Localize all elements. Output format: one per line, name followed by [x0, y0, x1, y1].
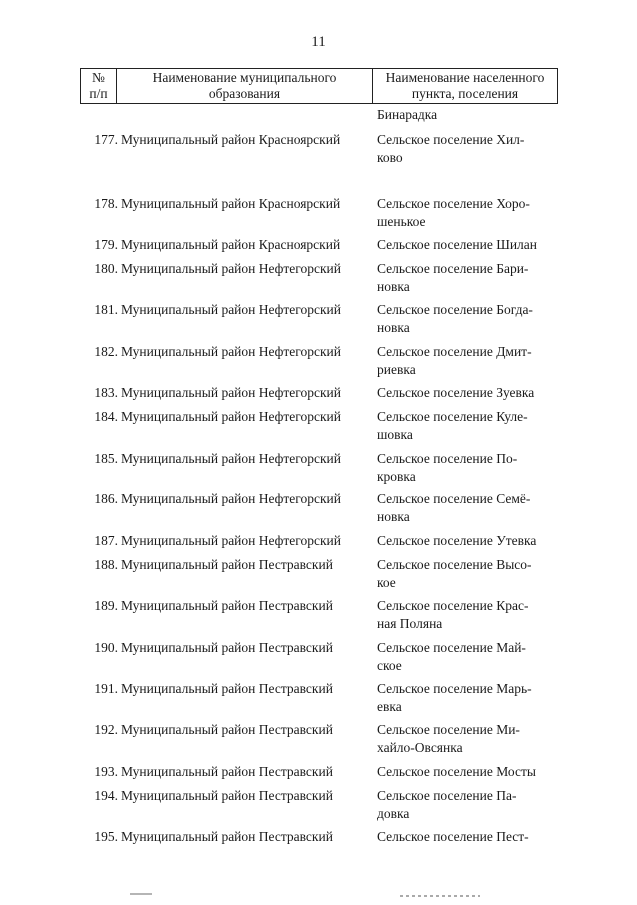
row-number: 188.: [94, 557, 118, 572]
settlement-line: ная Поляна: [377, 616, 443, 631]
header-number: [81, 69, 117, 103]
settlement-name: [377, 343, 557, 379]
row-number: 177.: [94, 132, 118, 147]
settlement-name: [377, 490, 557, 526]
settlement-name: [377, 680, 557, 716]
municipality-name: Муниципальный район Нефтегорский: [121, 409, 342, 424]
municipality-name: Муниципальный район Красноярский: [121, 132, 341, 147]
municipality-name: Муниципальный район Нефтегорский: [121, 302, 342, 317]
municipality-name: Муниципальный район Пестравский: [121, 722, 333, 737]
row-number: 180.: [94, 261, 118, 276]
continuation-text: Бинарадка: [377, 107, 438, 122]
row-number: 178.: [94, 196, 118, 211]
settlement-line: Сельское поселение Богда-: [377, 302, 533, 317]
municipality-name: Муниципальный район Красноярский: [121, 196, 341, 211]
settlement-line: евка: [377, 699, 402, 714]
settlement-name: [377, 597, 557, 633]
row-number: 186.: [94, 491, 118, 506]
settlement-name: [377, 787, 557, 823]
municipality-name: Муниципальный район Нефтегорский: [121, 533, 342, 548]
header-municipality: [117, 69, 373, 103]
settlement-line: Сельское поселение Хил-: [377, 132, 525, 147]
municipality-name: Муниципальный район Красноярский: [121, 237, 341, 252]
settlement-line: шовка: [377, 427, 413, 442]
settlement-line: Сельское поселение Шилан: [377, 237, 538, 252]
row-number: 193.: [94, 764, 118, 779]
settlement-line: новка: [377, 509, 410, 524]
row-number: 184.: [94, 409, 118, 424]
settlement-line: Сельское поселение Май-: [377, 640, 526, 655]
settlement-line: Сельское поселение Хоро-: [377, 196, 530, 211]
page-number: 11: [311, 34, 326, 50]
settlement-line: кровка: [377, 469, 416, 484]
municipality-name: Муниципальный район Пестравский: [121, 598, 333, 613]
header-settlement-line-2: пункта, поселения: [411, 86, 519, 101]
header-number-line-2: п/п: [89, 86, 108, 101]
municipality-name: Муниципальный район Пестравский: [121, 557, 333, 572]
scan-marks: [120, 893, 520, 899]
municipality-name: Муниципальный район Пестравский: [121, 764, 333, 779]
settlement-line: Сельское поселение Высо-: [377, 557, 532, 572]
municipality-name: Муниципальный район Нефтегорский: [121, 385, 342, 400]
municipality-name: Муниципальный район Пестравский: [121, 829, 333, 844]
row-number: 187.: [94, 533, 118, 548]
settlement-line: хайло-Овсянка: [377, 740, 463, 755]
settlement-name: [377, 131, 557, 167]
settlement-line: новка: [377, 320, 410, 335]
row-number: 191.: [94, 681, 118, 696]
municipality-name: Муниципальный район Нефтегорский: [121, 344, 342, 359]
municipality-name: Муниципальный район Нефтегорский: [121, 261, 342, 276]
scan-mark: [400, 895, 480, 897]
settlement-line: Сельское поселение Ми-: [377, 722, 520, 737]
settlement-name: [377, 556, 557, 592]
row-number: 194.: [94, 788, 118, 803]
row-number: 185.: [94, 451, 118, 466]
settlement-line: шенькое: [377, 214, 426, 229]
table-header: [80, 68, 558, 104]
settlement-line: риевка: [377, 362, 416, 377]
municipality-name: Муниципальный район Пестравский: [121, 788, 333, 803]
municipality-name: Муниципальный район Нефтегорский: [121, 451, 342, 466]
settlement-name: [377, 195, 557, 231]
row-number: 189.: [94, 598, 118, 613]
row-number: 190.: [94, 640, 118, 655]
header-municipality-line-2: образования: [208, 86, 281, 101]
settlement-name: [377, 301, 557, 337]
settlement-name: [377, 236, 557, 254]
row-number: 195.: [94, 829, 118, 844]
settlement-name: [377, 450, 557, 486]
settlement-line: довка: [377, 806, 410, 821]
settlement-line: ское: [377, 658, 402, 673]
settlement-name: [377, 639, 557, 675]
settlement-line: Сельское поселение Пест-: [377, 829, 529, 844]
settlement-name: [377, 721, 557, 757]
settlement-line: Сельское поселение По-: [377, 451, 518, 466]
settlement-line: кое: [377, 575, 396, 590]
settlement-line: новка: [377, 279, 410, 294]
settlement-line: ково: [377, 150, 403, 165]
row-number: 182.: [94, 344, 118, 359]
header-number-line-1: №: [92, 70, 105, 85]
settlement-name: [377, 408, 557, 444]
row-number: 179.: [94, 237, 118, 252]
settlement-line: Сельское поселение Мосты: [377, 764, 536, 779]
settlement-line: Сельское поселение Утевка: [377, 533, 537, 548]
settlement-name: [377, 763, 557, 781]
settlement-line: Сельское поселение Куле-: [377, 409, 528, 424]
settlement-line: Сельское поселение Крас-: [377, 598, 529, 613]
row-number: 192.: [94, 722, 118, 737]
settlement-line: Сельское поселение Марь-: [377, 681, 532, 696]
municipality-name: Муниципальный район Нефтегорский: [121, 491, 342, 506]
settlement-name: [377, 384, 557, 402]
settlement-line: Сельское поселение Бари-: [377, 261, 529, 276]
settlement-name: [377, 260, 557, 296]
settlement-name: [377, 828, 557, 846]
settlement-line: Сельское поселение Зуевка: [377, 385, 535, 400]
header-municipality-line-1: Наименование муниципального: [152, 70, 337, 85]
settlement-line: Сельское поселение Па-: [377, 788, 517, 803]
settlement-line: Сельское поселение Дмит-: [377, 344, 532, 359]
municipality-name: Муниципальный район Пестравский: [121, 681, 333, 696]
row-number: 183.: [94, 385, 118, 400]
header-settlement-line-1: Наименование населенного: [385, 70, 545, 85]
scan-mark: [130, 893, 152, 895]
header-settlement: [373, 69, 557, 103]
municipality-name: Муниципальный район Пестравский: [121, 640, 333, 655]
settlement-line: Сельское поселение Семё-: [377, 491, 531, 506]
settlement-name: [377, 532, 557, 550]
row-number: 181.: [94, 302, 118, 317]
